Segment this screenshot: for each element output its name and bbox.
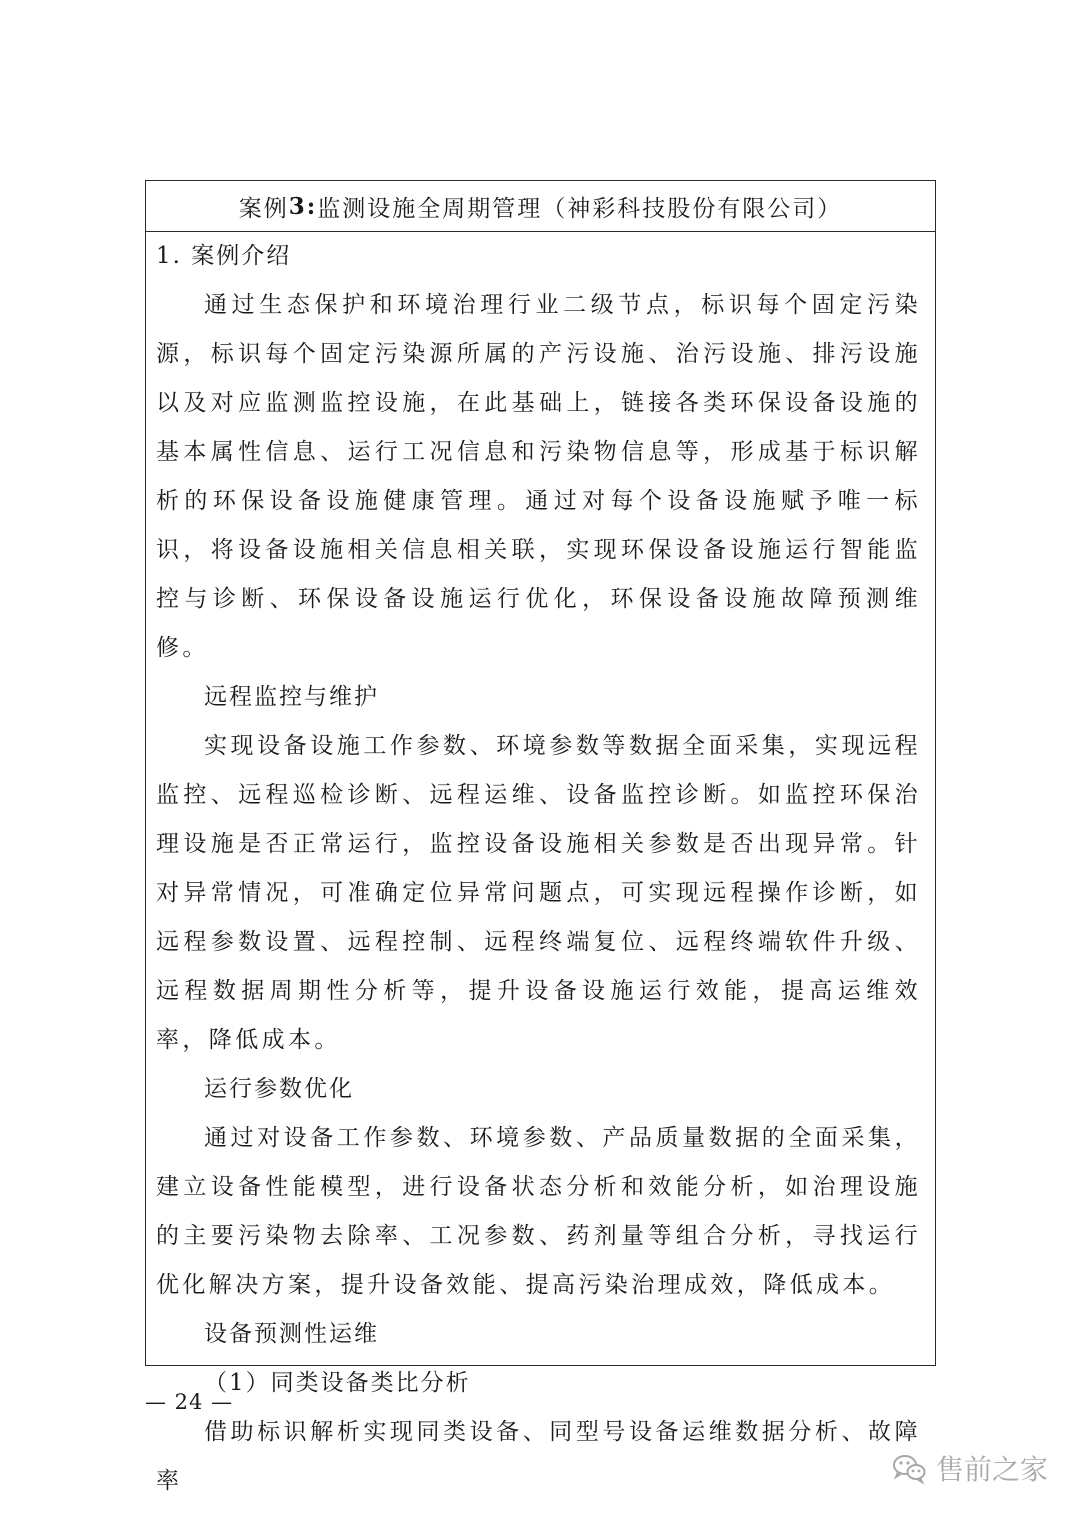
case-title-text: 监测设施全周期管理（神彩科技股份有限公司） xyxy=(317,195,843,222)
predictive-maintenance-subheading: （1）同类设备类比分析 xyxy=(204,1370,471,1396)
watermark-text: 售前之家 xyxy=(935,1453,1048,1486)
case-title xyxy=(146,181,935,232)
case-title-prefix: 案例 xyxy=(238,195,289,222)
predictive-maintenance-paragraph: 借助标识解析实现同类设备、同型号设备运维数据分析、故障率 xyxy=(156,1419,921,1494)
watermark xyxy=(892,1448,1048,1488)
wechat-icon xyxy=(892,1453,926,1483)
case-title-number: 3: xyxy=(288,192,318,220)
parameter-optimization-heading: 运行参数优化 xyxy=(204,1076,354,1102)
remote-monitoring-paragraph: 实现设备设施工作参数、环境参数等数据全面采集，实现远程监控、远程巡检诊断、远程运维、设备监控诊断。如监控环保治理设施是否正常运行，监控设备设施相关参数是否出现异常。针对异常情况，可准确定位异常问题点，可实现远程操作诊断，如远程参数设置、远程控制、远程终端复位、远程终端软件升级、远程数据周期性分析等，提升设备设施运行效能，提高运维效率，降低成本。 xyxy=(156,733,921,1053)
section-heading-intro: 1. 案例介绍 xyxy=(156,243,292,269)
case-body xyxy=(146,232,935,1506)
predictive-maintenance-heading: 设备预测性运维 xyxy=(204,1321,379,1347)
page-number: — 24 — xyxy=(145,1390,234,1414)
parameter-optimization-paragraph: 通过对设备工作参数、环境参数、产品质量数据的全面采集，建立设备性能模型，进行设备状态分析和效能分析，如治理设施的主要污染物去除率、工况参数、药剂量等组合分析，寻找运行优化解决方案，提升设备效能、提高污染治理成效，降低成本。 xyxy=(156,1125,921,1298)
intro-paragraph: 通过生态保护和环境治理行业二级节点，标识每个固定污染源，标识每个固定污染源所属的产污设施、治污设施、排污设施以及对应监测监控设施，在此基础上，链接各类环保设备设施的基本属性信息、运行工况信息和污染物信息等，形成基于标识解析的环保设备设施健康管理。通过对每个设备设施赋予唯一标识，将设备设施相关信息相关联，实现环保设备设施运行智能监控与诊断、环保设备设施运行优化，环保设备设施故障预测维修。 xyxy=(156,292,921,661)
remote-monitoring-heading: 远程监控与维护 xyxy=(204,684,379,710)
